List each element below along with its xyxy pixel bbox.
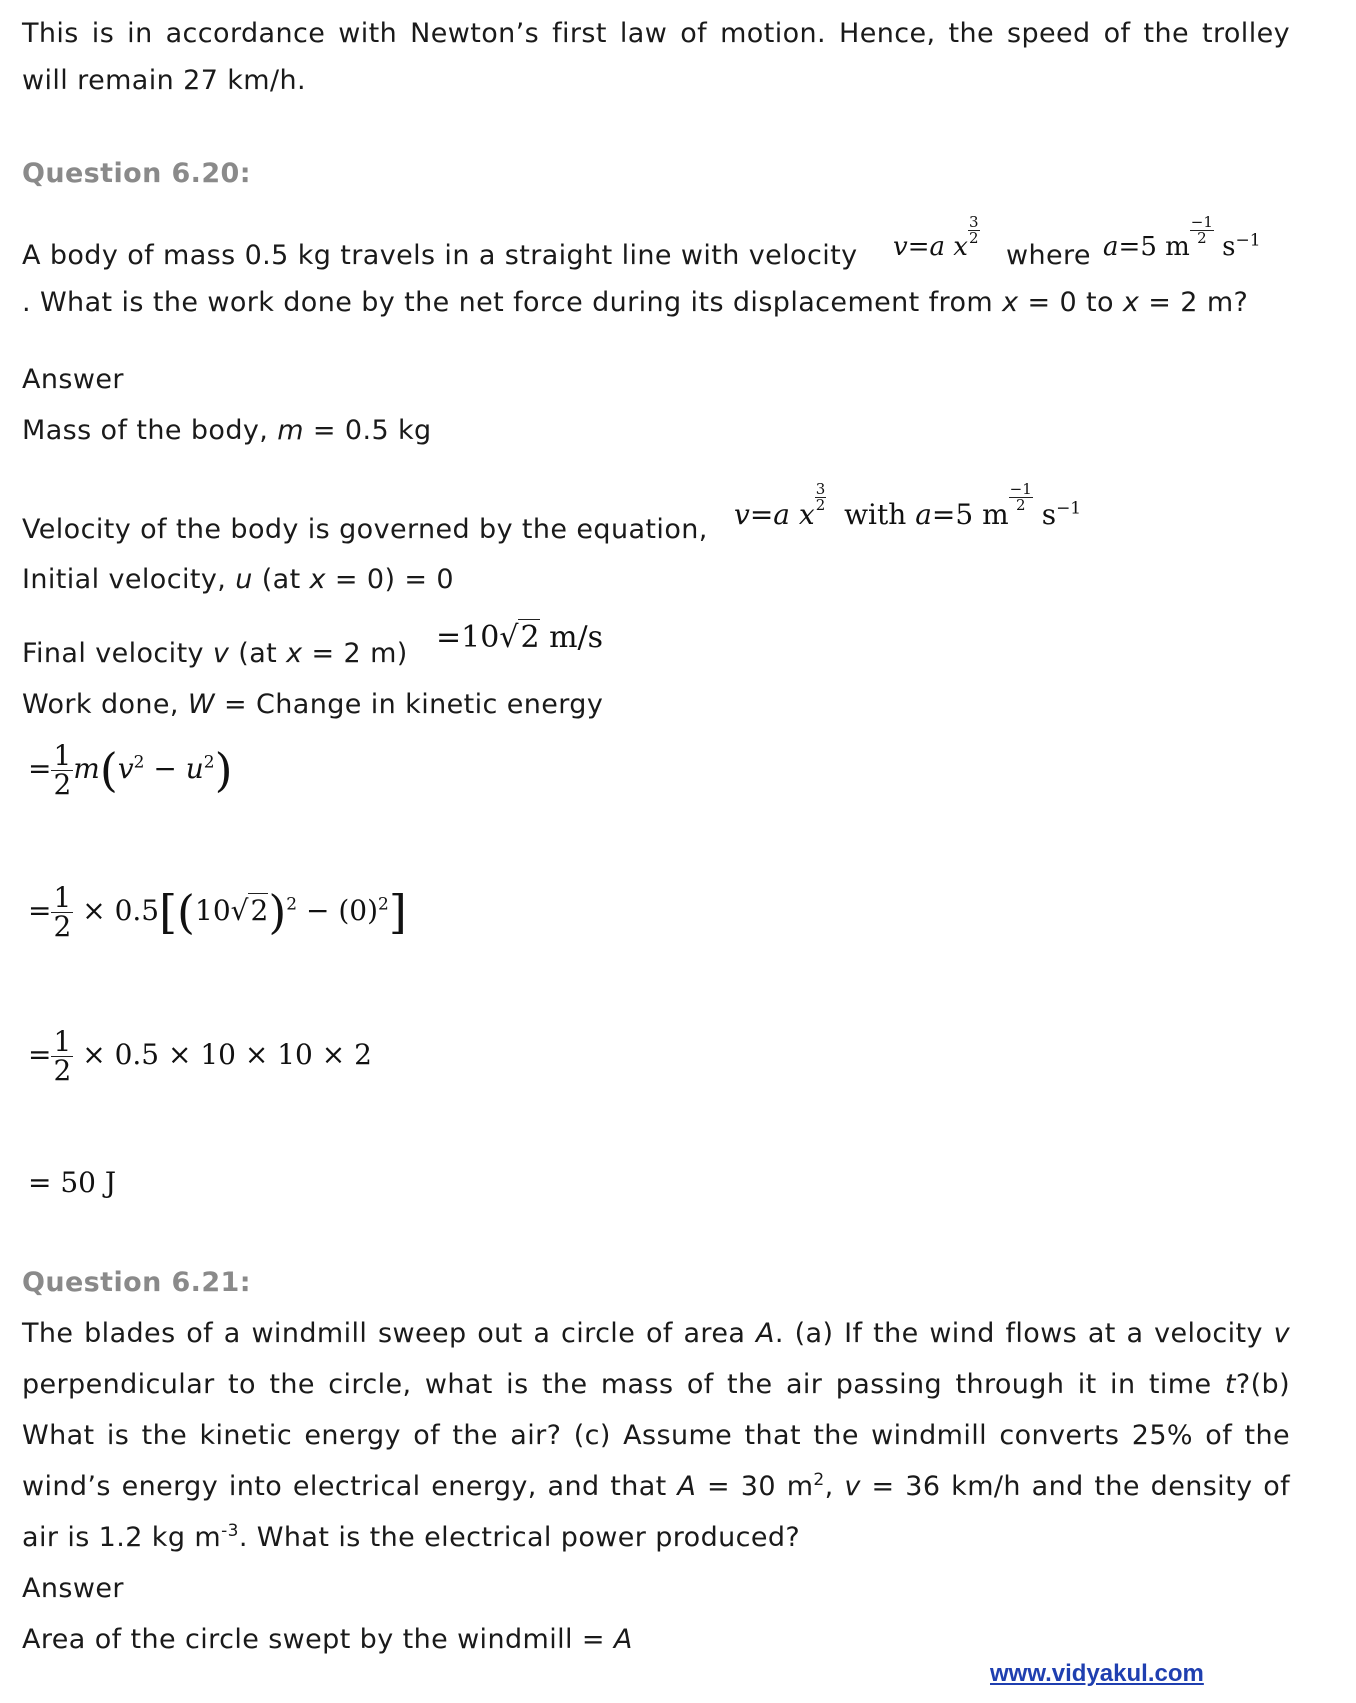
question-text: wind’s energy into electrical energy, and that A = 30 $m^2$, v = 36 km/h and the density of [22, 1470, 1291, 1502]
question-text: A body of mass 0.5 kg travels in a straight line with velocity [22, 240, 858, 271]
question-heading: Question 6.21: [22, 1267, 251, 1298]
answer-line: Final velocity v (at x = 2 m) [22, 638, 408, 669]
work-step-3: = $\frac{1}{2}$ × 0.5 × 10 × 10 × 2 [28, 1025, 372, 1087]
where-word: where [1006, 240, 1091, 271]
question-heading: Question 6.20: [22, 158, 251, 189]
work-result: = 50 J [28, 1166, 117, 1199]
paragraph-line: This is in accordance with Newton’s first law of motion. Hence, the speed of the trolley [22, 18, 1290, 49]
question-text: The blades of a windmill sweep out a circle of area A. (a) If the wind flows at a velocity v [22, 1318, 1290, 1349]
velocity-formula: v=a x $\frac{3}{2}$ [893, 213, 979, 262]
answer-line: Velocity of the body is governed by the equation, [22, 514, 708, 545]
question-text: . What is the work done by the net force during its displacement from x = 0 to x = 2 m? [22, 287, 1249, 318]
answer-line: Area of the circle swept by the windmill = A [22, 1624, 633, 1655]
question-text: perpendicular to the circle, what is the mass of the air passing through it in time t?(b) [22, 1369, 1291, 1400]
footer-website-link[interactable]: www.vidyakul.com [990, 1660, 1204, 1687]
paragraph-line: will remain 27 km/h. [22, 65, 306, 96]
work-step-2: = $\frac{1}{2}$ × $0.5[(10√2)^2 - (0)^2]$ [28, 881, 407, 943]
answer-label: Answer [22, 1573, 124, 1604]
answer-label: Answer [22, 364, 124, 395]
work-step-1: = $\frac{1}{2}$ $m(v^2 - u^2)$ [28, 739, 233, 801]
final-velocity-value: =10√2 m/s [436, 620, 604, 655]
question-text: air is 1.2 kg $m^{-3}$. What is the electrical power produced? [22, 1521, 801, 1553]
question-text: What is the kinetic energy of the air? (c) Assume that the windmill converts 25% of the [22, 1420, 1290, 1451]
answer-line: Mass of the body, m = 0.5 kg [22, 415, 432, 446]
answer-line: Initial velocity, u (at x = 0) = 0 [22, 564, 455, 595]
answer-line: Work done, W = Change in kinetic energy [22, 689, 604, 720]
constant-formula: a=5 m $\frac{-1}{2}$ $s^{-1}$ [1103, 213, 1261, 262]
governing-equation: v=a x $\frac{3}{2}$ with a=5 m $\frac{-1}{2}$ $s^{-1}$ [734, 479, 1082, 531]
